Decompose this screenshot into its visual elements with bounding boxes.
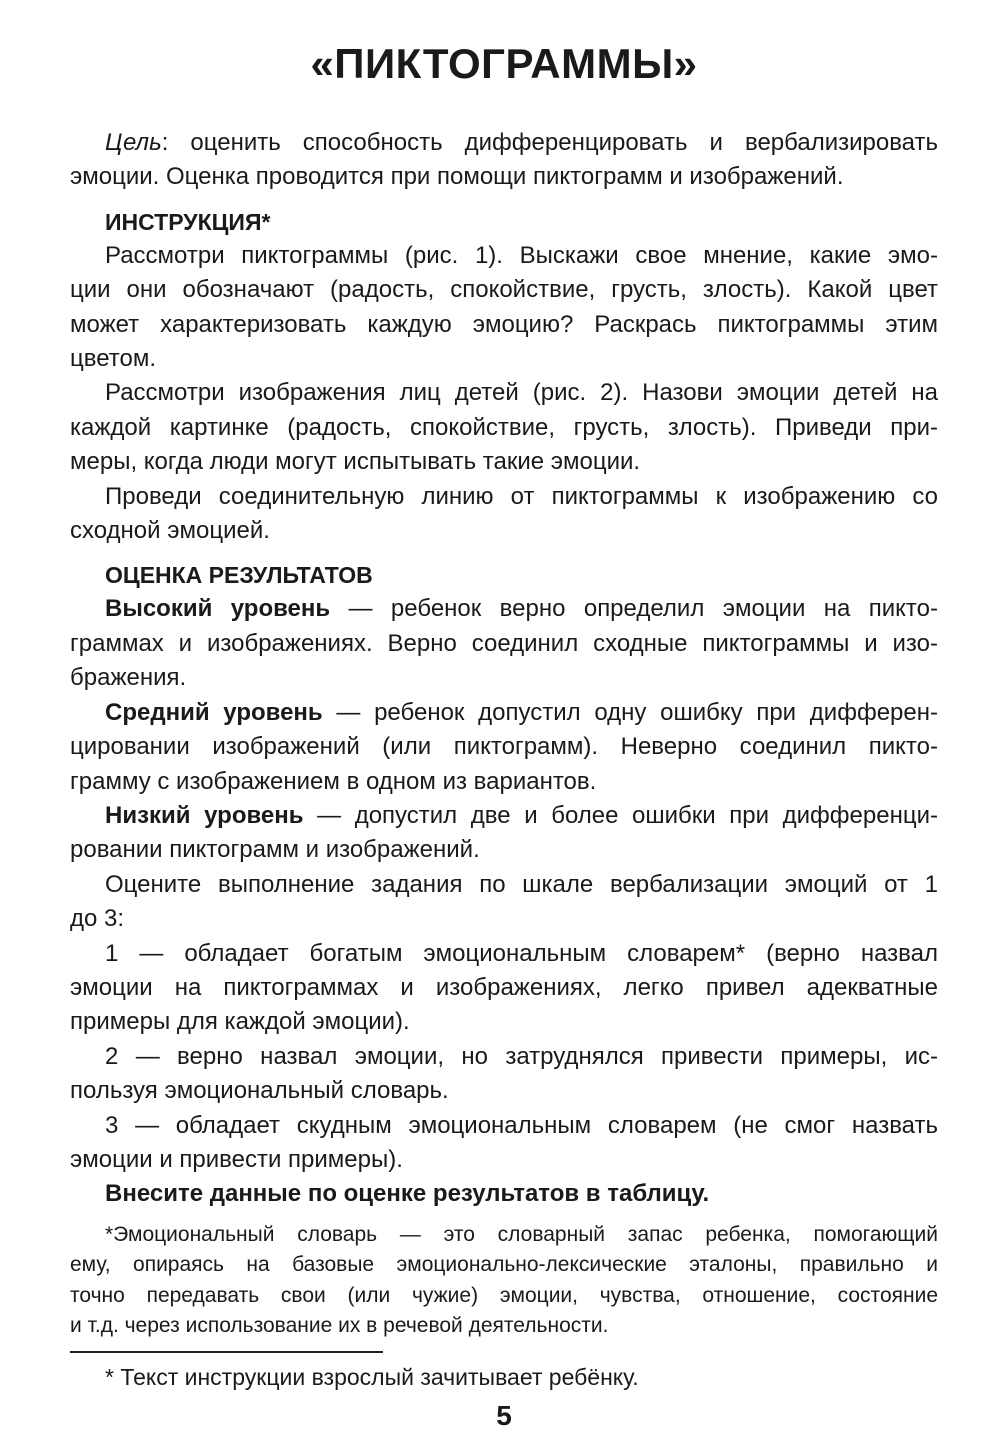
paragraph bbox=[70, 1109, 938, 1178]
footnote-divider bbox=[70, 1351, 383, 1353]
paragraph bbox=[70, 592, 938, 695]
line-text: граммах и изображениях. Верно соединил сходные пиктограммы и изо- bbox=[70, 629, 938, 657]
paragraph bbox=[70, 1177, 938, 1211]
text-line bbox=[70, 1005, 938, 1039]
line-text: бражения. bbox=[70, 664, 187, 692]
footnote-definition bbox=[70, 1220, 938, 1342]
lead-term: Высокий уровень bbox=[105, 595, 331, 623]
paragraph bbox=[70, 1040, 938, 1109]
paragraph bbox=[70, 868, 938, 937]
paragraph bbox=[70, 696, 938, 799]
text-line bbox=[70, 1250, 938, 1281]
line-text: эмоции на пиктограммах и изображениях, легко привел адекватные bbox=[70, 973, 938, 1001]
text-line bbox=[70, 937, 938, 971]
line-text: *Эмоциональный словарь — это словарный запас ребенка, помогающий bbox=[105, 1222, 938, 1246]
page-title: «ПИКТОГРАММЫ» bbox=[310, 40, 698, 87]
line-text: Рассмотри пиктограммы (рис. 1). Выскажи свое мнение, какие эмо- bbox=[105, 241, 938, 269]
text-line bbox=[70, 160, 938, 194]
text-line bbox=[70, 730, 938, 764]
paragraph bbox=[70, 376, 938, 479]
text-line bbox=[70, 1177, 938, 1211]
line-text: Проведи соединительную линию от пиктограммы к изображению со bbox=[105, 482, 938, 510]
paragraph bbox=[70, 799, 938, 868]
text-line bbox=[70, 799, 938, 833]
line-text: цировании изображений (или пиктограмм). Неверно соединил пикто- bbox=[70, 733, 938, 761]
line-text: — ребенок допустил одну ошибку при дифферен- bbox=[322, 698, 938, 726]
line-text: Оцените выполнение задания по шкале вербализации эмоций от 1 bbox=[105, 870, 938, 898]
text-line bbox=[70, 765, 938, 799]
paragraph bbox=[70, 239, 938, 377]
document-body bbox=[70, 126, 938, 1342]
line-text: — ребенок верно определил эмоции на пикто- bbox=[330, 595, 938, 623]
line-text: каждой картинке (радость, спокойствие, грусть, злость). Приведи при- bbox=[70, 413, 938, 441]
line-text: — допустил две и более ошибки при дифференци- bbox=[303, 801, 938, 829]
text-line bbox=[70, 661, 938, 695]
line-text: эмоции и привести примеры). bbox=[70, 1145, 403, 1173]
page-number: 5 bbox=[496, 1400, 512, 1431]
section-heading: ИНСТРУКЦИЯ* bbox=[105, 208, 271, 235]
line-text: цветом. bbox=[70, 345, 157, 373]
line-text: 3 — обладает скудным эмоциональным словарем (не смог назвать bbox=[105, 1111, 938, 1139]
text-line bbox=[70, 627, 938, 661]
text-line bbox=[70, 592, 938, 626]
line-text: может характеризовать каждую эмоцию? Раскрась пиктограммы этим bbox=[70, 310, 938, 338]
text-line bbox=[70, 1109, 938, 1143]
line-text: ему, опираясь на базовые эмоционально-лексические эталоны, правильно и bbox=[70, 1253, 938, 1277]
text-line bbox=[70, 1074, 938, 1108]
line-text: сходной эмоцией. bbox=[70, 517, 270, 545]
paragraph bbox=[70, 480, 938, 549]
text-line bbox=[70, 308, 938, 342]
line-text: эмоции. Оценка проводится при помощи пиктограмм и изображений. bbox=[70, 163, 844, 191]
text-line bbox=[70, 1040, 938, 1074]
line-text: Рассмотри изображения лиц детей (рис. 2). Назови эмоции детей на bbox=[105, 379, 938, 407]
text-line bbox=[70, 971, 938, 1005]
line-text: меры, когда люди могут испытывать такие эмоции. bbox=[70, 448, 641, 476]
line-text: 2 — верно назвал эмоции, но затруднялся привести примеры, ис- bbox=[105, 1042, 938, 1070]
text-line bbox=[70, 342, 938, 376]
text-line bbox=[70, 445, 938, 479]
text-line bbox=[70, 376, 938, 410]
paragraph bbox=[70, 937, 938, 1040]
text-line bbox=[70, 1311, 938, 1342]
text-line bbox=[70, 273, 938, 307]
lead-term: Цель bbox=[105, 129, 162, 156]
line-text: ровании пиктограмм и изображений. bbox=[70, 836, 480, 864]
footnote: * Текст инструкции взрослый зачитывает ребёнку. bbox=[105, 1364, 639, 1390]
text-line bbox=[70, 1220, 938, 1251]
text-line bbox=[70, 833, 938, 867]
line-text: точно передавать свои (или чужие) эмоции, чувства, отношение, состояние bbox=[70, 1283, 938, 1307]
text-line bbox=[70, 514, 938, 548]
line-text: 1 — обладает богатым эмоциональным словарем* (верно назвал bbox=[105, 939, 938, 967]
line-text: ции они обозначают (радость, спокойствие, грусть, злость). Какой цвет bbox=[70, 276, 938, 304]
text-line bbox=[70, 1281, 938, 1312]
section-heading: ОЦЕНКА РЕЗУЛЬТАТОВ bbox=[105, 562, 373, 589]
text-line bbox=[70, 1143, 938, 1177]
text-line bbox=[70, 411, 938, 445]
line-text: пользуя эмоциональный словарь. bbox=[70, 1077, 449, 1105]
paragraph bbox=[70, 126, 938, 195]
line-text: примеры для каждой эмоции). bbox=[70, 1008, 410, 1036]
lead-term: Средний уровень bbox=[105, 698, 323, 726]
text-line bbox=[70, 126, 938, 160]
line-text: до 3: bbox=[70, 905, 125, 933]
lead-term: Низкий уровень bbox=[105, 801, 304, 829]
text-line bbox=[70, 902, 938, 936]
text-line bbox=[70, 239, 938, 273]
text-line bbox=[70, 696, 938, 730]
line-text: : оценить способность дифференцировать и вербализировать bbox=[161, 129, 938, 156]
line-text: грамму с изображением в одном из вариантов. bbox=[70, 767, 597, 795]
line-text: Внесите данные по оценке результатов в таблицу. bbox=[105, 1180, 710, 1208]
text-line bbox=[70, 868, 938, 902]
text-line bbox=[70, 480, 938, 514]
line-text: и т.д. через использование их в речевой деятельности. bbox=[70, 1314, 609, 1338]
